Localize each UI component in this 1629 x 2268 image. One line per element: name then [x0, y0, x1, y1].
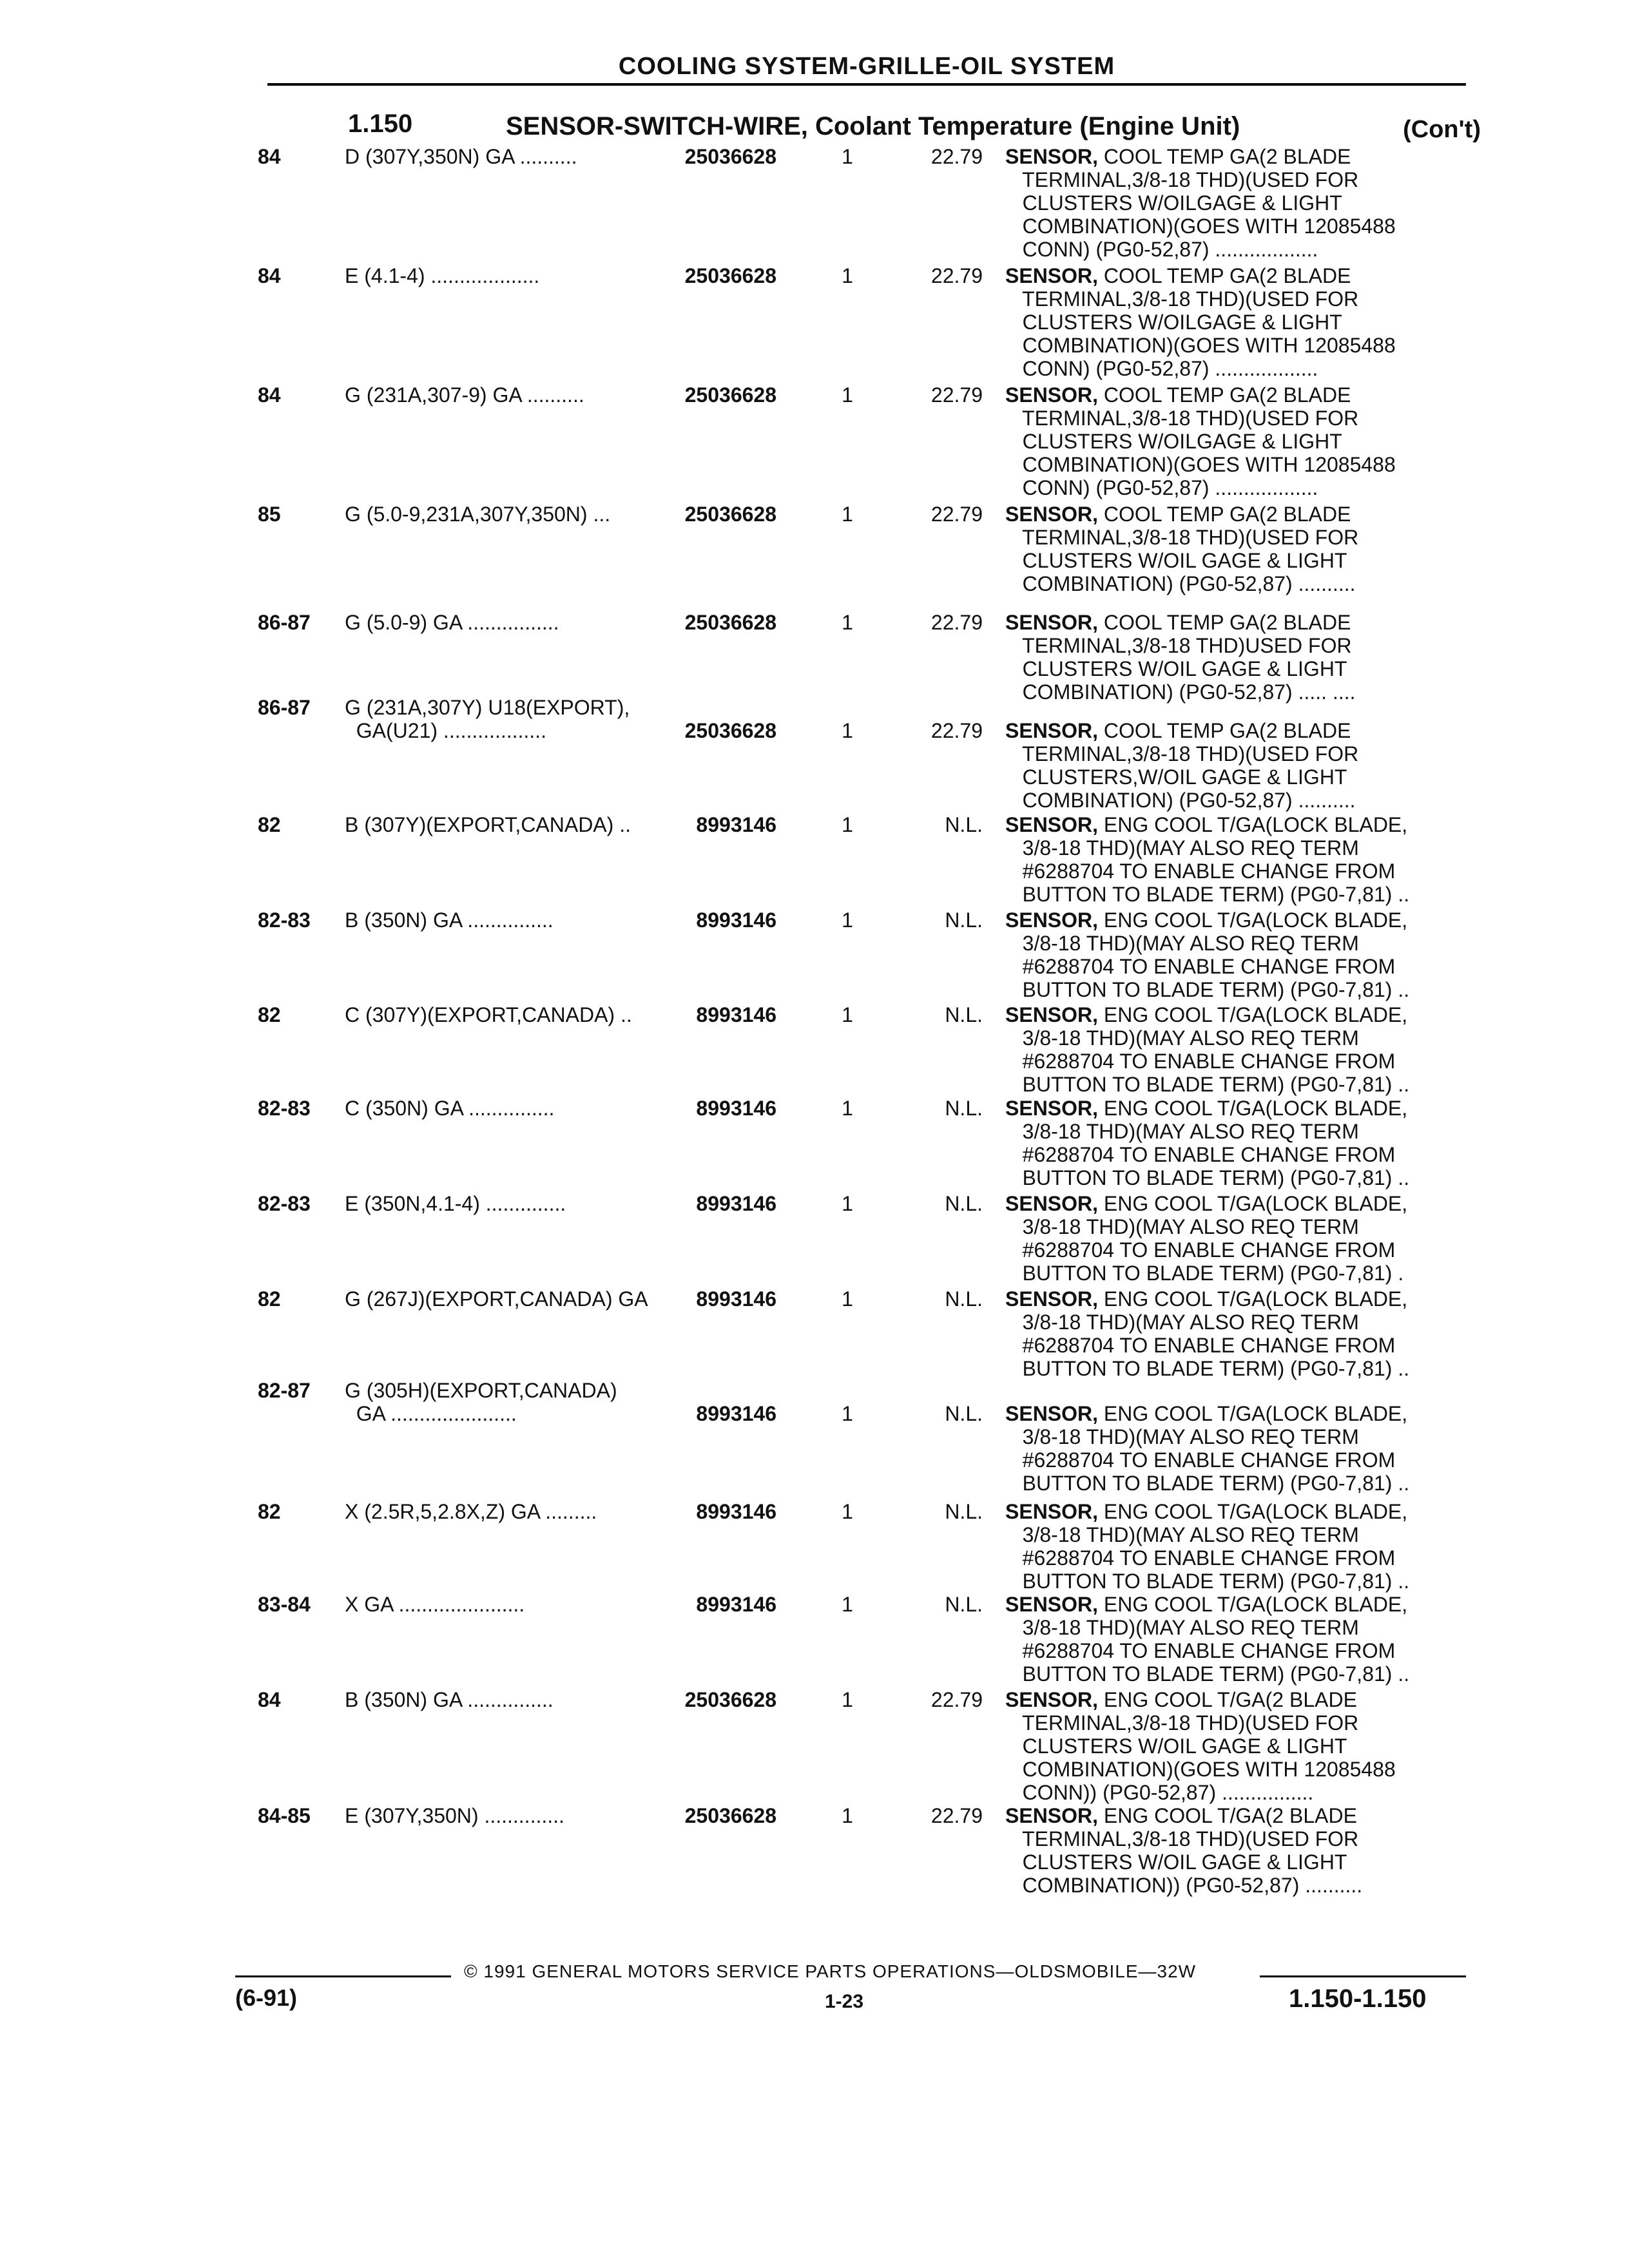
model-year: 83-84 — [258, 1593, 311, 1616]
parts-row — [258, 813, 1495, 923]
section-range: 1.150-1.150 — [1289, 1984, 1427, 2013]
description-text: COOL TEMP GA(2 BLADE TERMINAL,3/8-18 THD)(USED FOR CLUSTERS,W/OIL GAGE & LIGHT COMBINATION) (PG0-52,87) .......... — [1022, 719, 1359, 812]
model-application: X (2.5R,5,2.8X,Z) GA ......... — [345, 1500, 597, 1523]
price: 22.79 — [930, 1804, 983, 1827]
quantity: 1 — [842, 908, 853, 932]
part-number: 8993146 — [696, 813, 776, 836]
date-code: (6-91) — [235, 1984, 298, 2011]
parts-row — [258, 503, 1495, 612]
parts-row — [258, 383, 1495, 499]
model-year: 86-87 — [258, 696, 311, 719]
price: N.L. — [945, 1003, 983, 1026]
part-number: 25036628 — [684, 719, 776, 742]
page-title: COOLING SYSTEM-GRILLE-OIL SYSTEM — [267, 53, 1466, 86]
part-description — [1005, 611, 1495, 704]
part-description — [1005, 1688, 1495, 1804]
part-number: 8993146 — [696, 1287, 776, 1311]
model-application: G (267J)(EXPORT,CANADA) GA — [345, 1287, 648, 1311]
model-year: 82-87 — [258, 1379, 311, 1402]
model-year: 82 — [258, 1003, 281, 1026]
description-keyword: SENSOR, — [1005, 503, 1099, 526]
quantity: 1 — [842, 1593, 853, 1616]
quantity: 1 — [842, 813, 853, 836]
part-description — [1005, 145, 1495, 261]
description-text: COOL TEMP GA(2 BLADE TERMINAL,3/8-18 THD)USED FOR CLUSTERS W/OIL GAGE & LIGHT COMBINATION) (PG0-52,87) ..... .... — [1022, 611, 1356, 704]
model-year: 84 — [258, 145, 281, 168]
model-application: B (307Y)(EXPORT,CANADA) .. — [345, 813, 631, 836]
description-text: ENG COOL T/GA(LOCK BLADE, 3/8-18 THD)(MAY ALSO REQ TERM #6288704 TO ENABLE CHANGE FROM BUTTON TO BLADE TERM) (PG0-7,81) .. — [1022, 1097, 1410, 1189]
description-keyword: SENSOR, — [1005, 1804, 1099, 1827]
model-application: D (307Y,350N) GA .......... — [345, 145, 577, 168]
description-text: ENG COOL T/GA(LOCK BLADE, 3/8-18 THD)(MAY ALSO REQ TERM #6288704 TO ENABLE CHANGE FROM BUTTON TO BLADE TERM) (PG0-7,81) .. — [1022, 1402, 1410, 1495]
part-number: 8993146 — [696, 1097, 776, 1120]
part-description — [1005, 1097, 1495, 1189]
price: N.L. — [945, 1500, 983, 1523]
model-application: C (350N) GA ............... — [345, 1097, 555, 1120]
part-number: 8993146 — [696, 1593, 776, 1616]
quantity: 1 — [842, 1287, 853, 1311]
model-application: G (5.0-9,231A,307Y,350N) ... — [345, 503, 611, 526]
price: N.L. — [945, 1287, 983, 1311]
quantity: 1 — [842, 1688, 853, 1711]
quantity: 1 — [842, 719, 853, 742]
description-text: ENG COOL T/GA(LOCK BLADE, 3/8-18 THD)(MAY ALSO REQ TERM #6288704 TO ENABLE CHANGE FROM BUTTON TO BLADE TERM) (PG0-7,81) .. — [1022, 813, 1410, 906]
description-keyword: SENSOR, — [1005, 1688, 1099, 1711]
description-keyword: SENSOR, — [1005, 908, 1099, 932]
description-keyword: SENSOR, — [1005, 1593, 1099, 1616]
model-application: E (307Y,350N) .............. — [345, 1804, 564, 1827]
part-description — [1005, 503, 1495, 595]
model-application: G (305H)(EXPORT,CANADA) GA ...................... — [345, 1379, 617, 1425]
description-text: COOL TEMP GA(2 BLADE TERMINAL,3/8-18 THD)(USED FOR CLUSTERS W/OILGAGE & LIGHT COMBINATION)(GOES WITH 12085488 CONN) (PG0-52,87) .................. — [1022, 383, 1396, 499]
model-year: 86-87 — [258, 611, 311, 634]
description-text: COOL TEMP GA(2 BLADE TERMINAL,3/8-18 THD)(USED FOR CLUSTERS W/OILGAGE & LIGHT COMBINATION)(GOES WITH 12085488 CONN) (PG0-52,87) .................. — [1022, 264, 1396, 380]
quantity: 1 — [842, 611, 853, 634]
part-description — [1005, 813, 1495, 906]
parts-row — [258, 908, 1495, 1018]
model-year: 82-83 — [258, 1097, 311, 1120]
part-number: 25036628 — [684, 1688, 776, 1711]
quantity: 1 — [842, 1402, 853, 1425]
price: 22.79 — [930, 611, 983, 634]
quantity: 1 — [842, 1192, 853, 1215]
model-application: G (231A,307-9) GA .......... — [345, 383, 584, 407]
parts-row — [258, 1593, 1495, 1702]
description-text: ENG COOL T/GA(LOCK BLADE, 3/8-18 THD)(MAY ALSO REQ TERM #6288704 TO ENABLE CHANGE FROM BUTTON TO BLADE TERM) (PG0-7,81) .. — [1022, 908, 1410, 1001]
quantity: 1 — [842, 503, 853, 526]
part-number: 25036628 — [684, 611, 776, 634]
part-number: 25036628 — [684, 383, 776, 407]
price: N.L. — [945, 1097, 983, 1120]
description-text: ENG COOL T/GA(2 BLADE TERMINAL,3/8-18 THD)(USED FOR CLUSTERS W/OIL GAGE & LIGHT COMBINATION)) (PG0-52,87) .......... — [1022, 1804, 1363, 1897]
model-year: 84 — [258, 383, 281, 407]
description-text: ENG COOL T/GA(LOCK BLADE, 3/8-18 THD)(MAY ALSO REQ TERM #6288704 TO ENABLE CHANGE FROM BUTTON TO BLADE TERM) (PG0-7,81) .. — [1022, 1003, 1410, 1096]
price: 22.79 — [930, 383, 983, 407]
model-year: 84 — [258, 264, 281, 287]
description-keyword: SENSOR, — [1005, 383, 1099, 407]
description-text: ENG COOL T/GA(LOCK BLADE, 3/8-18 THD)(MAY ALSO REQ TERM #6288704 TO ENABLE CHANGE FROM BUTTON TO BLADE TERM) (PG0-7,81) . — [1022, 1192, 1408, 1285]
price: 22.79 — [930, 264, 983, 287]
description-keyword: SENSOR, — [1005, 1192, 1099, 1215]
parts-row — [258, 145, 1495, 261]
model-year: 82 — [258, 1287, 281, 1311]
description-keyword: SENSOR, — [1005, 1003, 1099, 1026]
parts-row — [258, 1192, 1495, 1302]
quantity: 1 — [842, 145, 853, 168]
part-number: 25036628 — [684, 503, 776, 526]
part-description — [1005, 1287, 1495, 1380]
part-number: 25036628 — [684, 264, 776, 287]
footer-rule-left — [235, 1975, 451, 1977]
model-application: E (4.1-4) ................... — [345, 264, 540, 287]
parts-row — [258, 264, 1495, 380]
price: N.L. — [945, 1593, 983, 1616]
description-text: COOL TEMP GA(2 BLADE TERMINAL,3/8-18 THD)(USED FOR CLUSTERS W/OILGAGE & LIGHT COMBINATION)(GOES WITH 12085488 CONN) (PG0-52,87) .................. — [1022, 145, 1396, 261]
quantity: 1 — [842, 264, 853, 287]
price: 22.79 — [930, 145, 983, 168]
section-title: SENSOR-SWITCH-WIRE, Coolant Temperature (Engine Unit) — [506, 112, 1240, 140]
price: N.L. — [945, 813, 983, 836]
model-application: G (5.0-9) GA ................ — [345, 611, 559, 634]
model-application: X GA ...................... — [345, 1593, 525, 1616]
part-description — [1005, 1003, 1495, 1096]
parts-row — [258, 1804, 1495, 1914]
description-keyword: SENSOR, — [1005, 611, 1099, 634]
description-keyword: SENSOR, — [1005, 1097, 1099, 1120]
description-keyword: SENSOR, — [1005, 1287, 1099, 1311]
description-text: ENG COOL T/GA(LOCK BLADE, 3/8-18 THD)(MAY ALSO REQ TERM #6288704 TO ENABLE CHANGE FROM BUTTON TO BLADE TERM) (PG0-7,81) .. — [1022, 1593, 1410, 1686]
price: 22.79 — [930, 719, 983, 742]
part-number: 8993146 — [696, 908, 776, 932]
part-number: 25036628 — [684, 1804, 776, 1827]
quantity: 1 — [842, 1804, 853, 1827]
price: N.L. — [945, 1402, 983, 1425]
part-description — [1005, 264, 1495, 380]
description-keyword: SENSOR, — [1005, 719, 1099, 742]
model-year: 82 — [258, 1500, 281, 1523]
description-keyword: SENSOR, — [1005, 1500, 1099, 1523]
part-number: 8993146 — [696, 1192, 776, 1215]
section-number: 1.150 — [348, 110, 413, 138]
part-number: 8993146 — [696, 1500, 776, 1523]
quantity: 1 — [842, 1500, 853, 1523]
price: 22.79 — [930, 503, 983, 526]
part-number: 25036628 — [684, 145, 776, 168]
model-year: 84-85 — [258, 1804, 311, 1827]
model-year: 82-83 — [258, 1192, 311, 1215]
description-keyword: SENSOR, — [1005, 813, 1099, 836]
part-description — [1005, 1804, 1495, 1897]
model-year: 82-83 — [258, 908, 311, 932]
description-text: COOL TEMP GA(2 BLADE TERMINAL,3/8-18 THD)(USED FOR CLUSTERS W/OIL GAGE & LIGHT COMBINATION) (PG0-52,87) .......... — [1022, 503, 1359, 595]
quantity: 1 — [842, 383, 853, 407]
parts-row — [258, 696, 1495, 812]
description-text: ENG COOL T/GA(2 BLADE TERMINAL,3/8-18 THD)(USED FOR CLUSTERS W/OIL GAGE & LIGHT COMBINATION)(GOES WITH 12085488 CONN)) (PG0-52,87) ................ — [1022, 1688, 1396, 1804]
part-description — [1005, 1593, 1495, 1686]
model-application: G (231A,307Y) U18(EXPORT), GA(U21) .................. — [345, 696, 630, 742]
footer-copyright-line — [235, 1961, 1466, 1987]
description-keyword: SENSOR, — [1005, 264, 1099, 287]
model-year: 84 — [258, 1688, 281, 1711]
part-description — [1005, 908, 1495, 1001]
model-year: 85 — [258, 503, 281, 526]
model-year: 82 — [258, 813, 281, 836]
description-keyword: SENSOR, — [1005, 145, 1099, 168]
parts-row — [258, 1379, 1495, 1495]
part-description — [1005, 1402, 1495, 1495]
price: 22.79 — [930, 1688, 983, 1711]
quantity: 1 — [842, 1097, 853, 1120]
description-keyword: SENSOR, — [1005, 1402, 1099, 1425]
description-text: ENG COOL T/GA(LOCK BLADE, 3/8-18 THD)(MAY ALSO REQ TERM #6288704 TO ENABLE CHANGE FROM BUTTON TO BLADE TERM) (PG0-7,81) .. — [1022, 1287, 1410, 1380]
model-application: B (350N) GA ............... — [345, 908, 554, 932]
price: N.L. — [945, 1192, 983, 1215]
part-description — [1005, 1192, 1495, 1285]
price: N.L. — [945, 908, 983, 932]
description-text: ENG COOL T/GA(LOCK BLADE, 3/8-18 THD)(MAY ALSO REQ TERM #6288704 TO ENABLE CHANGE FROM BUTTON TO BLADE TERM) (PG0-7,81) .. — [1022, 1500, 1410, 1593]
model-application: E (350N,4.1-4) .............. — [345, 1192, 566, 1215]
model-application: C (307Y)(EXPORT,CANADA) .. — [345, 1003, 632, 1026]
continued-label: (Con't) — [1403, 116, 1481, 143]
parts-row — [258, 1097, 1495, 1206]
part-description — [1005, 719, 1495, 812]
part-description — [1005, 383, 1495, 499]
footer-rule-right — [1260, 1975, 1466, 1977]
parts-row — [258, 1688, 1495, 1804]
part-number: 8993146 — [696, 1402, 776, 1425]
model-application: B (350N) GA ............... — [345, 1688, 554, 1711]
copyright-text: © 1991 GENERAL MOTORS SERVICE PARTS OPERATIONS—OLDSMOBILE—32W — [464, 1961, 1197, 1981]
part-number: 8993146 — [696, 1003, 776, 1026]
part-description — [1005, 1500, 1495, 1593]
page-number: 1-23 — [825, 1991, 864, 2012]
quantity: 1 — [842, 1003, 853, 1026]
